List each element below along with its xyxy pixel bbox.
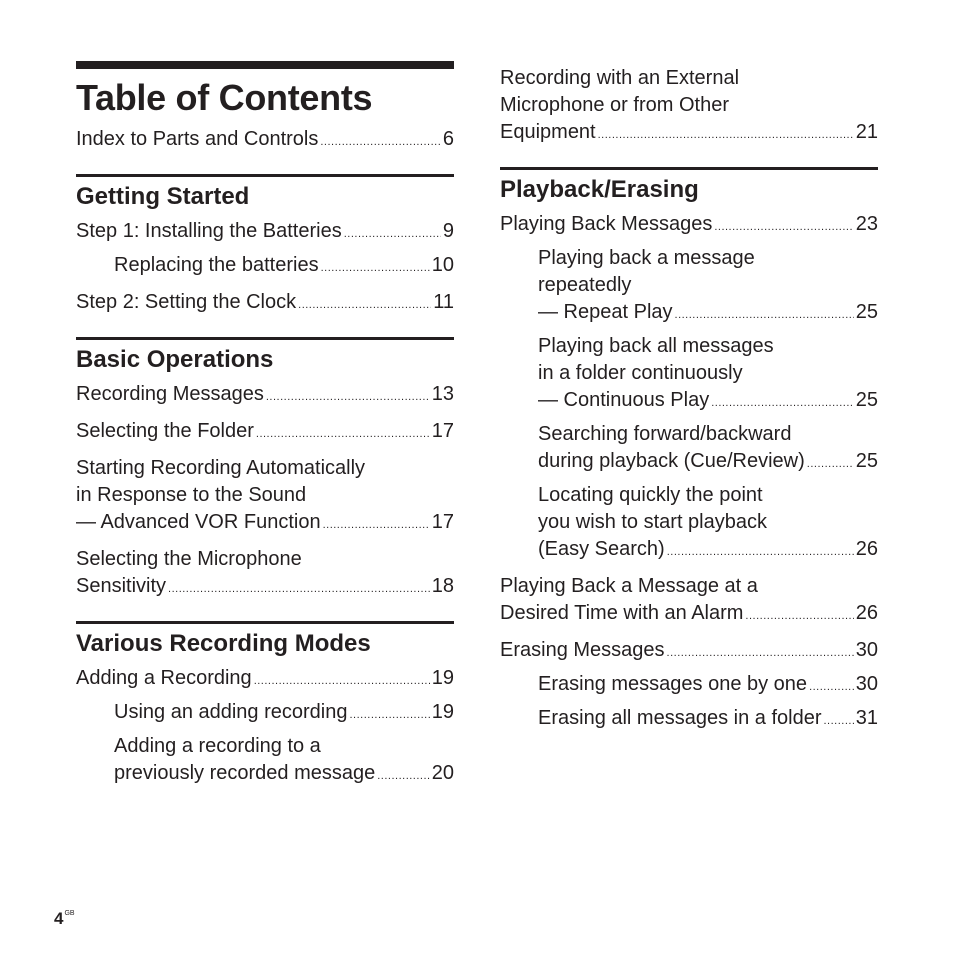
toc-page-number: 18 [431,575,454,597]
toc-page-number: 31 [855,707,878,729]
toc-entry-lastline [538,299,878,329]
toc-entry-text: in a folder continuously [538,362,743,384]
section-heading: Playback/Erasing [500,176,699,203]
page-title: Table of Contents [76,77,373,118]
dot-leader [320,129,441,156]
toc-entry-text: Starting Recording Automatically [76,457,366,479]
toc-entry-lastline [500,600,878,630]
toc-entry-lastline [538,705,878,735]
section-rule [76,621,454,624]
section-heading: Getting Started [76,183,250,210]
toc-page-number: 25 [855,389,878,411]
toc-entry[interactable] [500,637,878,667]
toc-entry-text: Playing Back Messages [500,213,713,235]
section-entries [76,665,454,790]
section-heading: Basic Operations [76,346,274,373]
dot-leader [714,214,853,241]
intro-entries [76,126,454,156]
toc-entry-text: Equipment [500,121,596,143]
toc-entry-text: Using an adding recording [114,701,348,723]
toc-entry-lastline [76,665,454,695]
toc-entry[interactable] [76,455,454,539]
title-rule [76,61,454,69]
dot-leader [344,221,441,248]
toc-entry-lastline [76,218,454,248]
toc-page-number: 11 [433,291,454,313]
toc-subentry[interactable] [500,333,878,417]
toc-page-number: 17 [431,511,454,533]
toc-entry-text: Replacing the batteries [114,254,319,276]
dot-leader [377,763,430,790]
toc-entry-lastline [76,126,454,156]
toc-entry-text: Desired Time with an Alarm [500,602,744,624]
toc-page-number: 21 [855,121,878,143]
toc-entry[interactable] [76,126,454,156]
toc-entry-lastline [500,211,878,241]
toc-page-number: 19 [431,701,454,723]
section-playback-erasing [500,167,878,735]
section-heading: Various Recording Modes [76,630,371,657]
toc-entry-text: Playing back a message [538,247,755,269]
toc-entry-text: Microphone or from Other [500,94,729,116]
toc-entry[interactable] [76,289,454,319]
dot-leader [711,390,854,417]
toc-entry-text: Recording with an External [500,67,740,89]
toc-entry-lastline [500,119,878,149]
toc-entry-text: Playing Back a Message at a [500,575,758,597]
toc-subentry[interactable] [500,705,878,735]
dot-leader [254,668,430,695]
toc-entry[interactable] [76,218,454,248]
toc-entry-text: in Response to the Sound [76,484,307,506]
section-getting-started [76,174,454,319]
section-entries [76,381,454,603]
section-entries [500,211,878,735]
toc-entry-lastline [538,387,878,417]
dot-leader [667,640,854,667]
toc-page-number: 25 [855,450,878,472]
toc-page-number: 10 [431,254,454,276]
toc-entry[interactable] [76,418,454,448]
toc-entry-lastline [76,381,454,411]
toc-entry-text: Selecting the Microphone [76,548,302,570]
toc-entry-text: previously recorded message [114,762,376,784]
toc-subentry[interactable] [76,699,454,729]
toc-entry-lastline [114,252,454,282]
toc-entry[interactable] [76,546,454,603]
section-entries [76,218,454,319]
toc-entry-text: Index to Parts and Controls [76,128,319,150]
toc-page-number: 17 [431,420,454,442]
toc-entry-lastline [538,671,878,701]
toc-entry-text: Selecting the Folder [76,420,254,442]
right-top-entries [500,65,878,149]
toc-subentry[interactable] [76,733,454,790]
toc-entry-text: — Advanced VOR Function [76,511,321,533]
toc-entry-text: Erasing Messages [500,639,665,661]
toc-entry-lastline [538,448,878,478]
dot-leader [823,708,853,735]
toc-entry-text: Sensitivity [76,575,167,597]
toc-entry[interactable] [76,665,454,695]
right-sections [500,167,878,735]
toc-entry-text: — Repeat Play [538,301,673,323]
toc-entry-text: repeatedly [538,274,632,296]
toc-entry-lastline [76,509,454,539]
toc-page-number: 9 [442,220,454,242]
toc-entry-lastline [114,699,454,729]
right-column [500,58,878,735]
dot-leader [168,576,430,603]
toc-entry-text: Erasing all messages in a folder [538,707,822,729]
toc-entry-text: Recording Messages [76,383,264,405]
dot-leader [598,122,854,149]
section-various-recording-modes [76,621,454,790]
dot-leader [266,384,430,411]
toc-entry[interactable] [500,211,878,241]
page-number-value: 4 [54,909,64,928]
toc-page-number: 19 [431,667,454,689]
toc-page-number: 13 [431,383,454,405]
toc-entry-text: Step 2: Setting the Clock [76,291,297,313]
toc-subentry[interactable] [500,482,878,566]
toc-entry-text: you wish to start playback [538,511,767,533]
toc-entry-lastline [538,536,878,566]
left-sections [76,174,454,790]
dot-leader [298,292,431,319]
toc-entry-text: (Easy Search) [538,538,665,560]
toc-page-number: 25 [855,301,878,323]
section-basic-operations [76,337,454,603]
section-rule [76,174,454,177]
toc-page-number: 20 [431,762,454,784]
toc-page-number: 26 [855,538,878,560]
dot-leader [667,539,854,566]
dot-leader [745,603,853,630]
toc-subentry[interactable] [500,671,878,701]
dot-leader [256,421,430,448]
toc-page-number: 30 [855,673,878,695]
toc-subentry[interactable] [500,421,878,478]
section-rule [76,337,454,340]
toc-entry-text: Playing back all messages [538,335,774,357]
toc-page-number: 26 [855,602,878,624]
toc-entry-text: Searching forward/backward [538,423,792,445]
toc-entry-text: Adding a Recording [76,667,252,689]
page-number [54,909,75,929]
toc-entry-text: — Continuous Play [538,389,710,411]
dot-leader [809,674,854,701]
toc-entry[interactable] [500,65,878,149]
toc-entry-text: during playback (Cue/Review) [538,450,805,472]
toc-entry-text: Locating quickly the point [538,484,763,506]
toc-entry-lastline [76,418,454,448]
toc-page-number: 23 [855,213,878,235]
toc-entry[interactable] [76,381,454,411]
toc-subentry[interactable] [500,245,878,329]
dot-leader [675,302,854,329]
toc-subentry[interactable] [76,252,454,282]
toc-entry-lastline [76,289,454,319]
toc-entry-lastline [114,760,454,790]
dot-leader [323,512,430,539]
toc-page-number: 30 [855,639,878,661]
toc-entry[interactable] [500,573,878,630]
toc-entry-lastline [76,573,454,603]
toc-entry-text: Adding a recording to a [114,735,321,757]
section-rule [500,167,878,170]
page-number-suffix: GB [64,910,75,917]
dot-leader [807,451,854,478]
dot-leader [350,702,430,729]
toc-entry-text: Step 1: Installing the Batteries [76,220,342,242]
toc-entry-text: Erasing messages one by one [538,673,808,695]
toc-page-number: 6 [442,128,454,150]
toc-entry-lastline [500,637,878,667]
dot-leader [321,255,430,282]
left-column [76,61,454,790]
